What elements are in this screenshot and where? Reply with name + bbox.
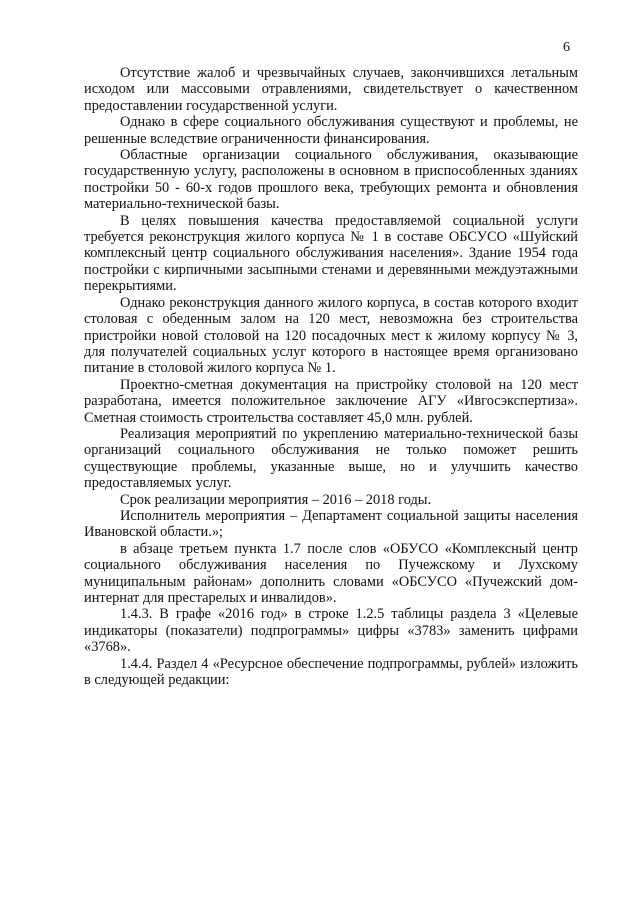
paragraph-regional-organizations: Областные организации социального обслуживания, оказывающие государственную услугу, расположены в основном в приспособленных зданиях постройки 50 - 60-х годов прошлого века, требующих ремонта и обновления материально-технической базы. (84, 147, 578, 213)
paragraph-amendment-1-4-3: 1.4.3. В графе «2016 год» в строке 1.2.5 таблицы раздела 3 «Целевые индикаторы (показатели) подпрограммы» цифры «3783» заменить цифрами «3768». (84, 606, 578, 656)
paragraph-implementation-period: Срок реализации мероприятия – 2016 – 2018 годы. (120, 491, 432, 508)
paragraph-reconstruction-impossible: Однако реконструкция данного жилого корпуса, в состав которого входит столовая с обеденным залом на 120 мест, невозможна без строительства пристройки новой столовой на 120 посадочных мест к жилому корпусу № 3, для получателей социальных услуг которого в настоящее время организовано питание в столовой жилого корпуса № 1. (84, 294, 578, 377)
paragraph-amendment-1-7: в абзаце третьем пункта 1.7 после слов «ОБУСО «Комплексный центр социального обслуживания населения по Пучежскому и Лухскому муниципальным районам» дополнить словами «ОБСУСО «Пучежский дом-интернат для престарелых и инвалидов». (84, 540, 578, 606)
paragraph-executor: Исполнитель мероприятия – Департамент социальной защиты населения Ивановской области.»; (84, 507, 578, 541)
paragraph-no-complaints: Отсутствие жалоб и чрезвычайных случаев, закончившихся летальным исходом или массовыми отравлениями, свидетельствует о качественном предоставлении государственной услуги. (84, 65, 578, 114)
paragraph-implementation-benefits: Реализация мероприятий по укреплению материально-технической базы организаций социального обслуживания не только поможет решить существующие проблемы, указанные выше, но и улучшить качество предоставляемых услуг. (84, 425, 578, 492)
paragraph-problems: Однако в сфере социального обслуживания существуют и проблемы, не решенные вследствие ограниченности финансирования. (84, 114, 578, 147)
page-number: 6 (563, 40, 570, 55)
paragraph-design-documentation: Проектно-сметная документация на пристройку столовой на 120 мест разработана, имеется положительное заключение АГУ «Ивгосэкспертиза». Сметная стоимость строительства составляет 45,0 млн. рублей. (84, 376, 578, 426)
document-body (84, 65, 578, 688)
paragraph-amendment-1-4-4: 1.4.4. Раздел 4 «Ресурсное обеспечение подпрограммы, рублей» изложить в следующей редакции: (84, 655, 578, 689)
paragraph-reconstruction-needed: В целях повышения качества предоставляемой социальной услуги требуется реконструкция жилого корпуса № 1 в составе ОБСУСО «Шуйский комплексный центр социального обслуживания населения». Здание 1954 года постройки с кирпичными засыпными стенами и деревянными междуэтажными перекрытиями. (84, 212, 578, 295)
